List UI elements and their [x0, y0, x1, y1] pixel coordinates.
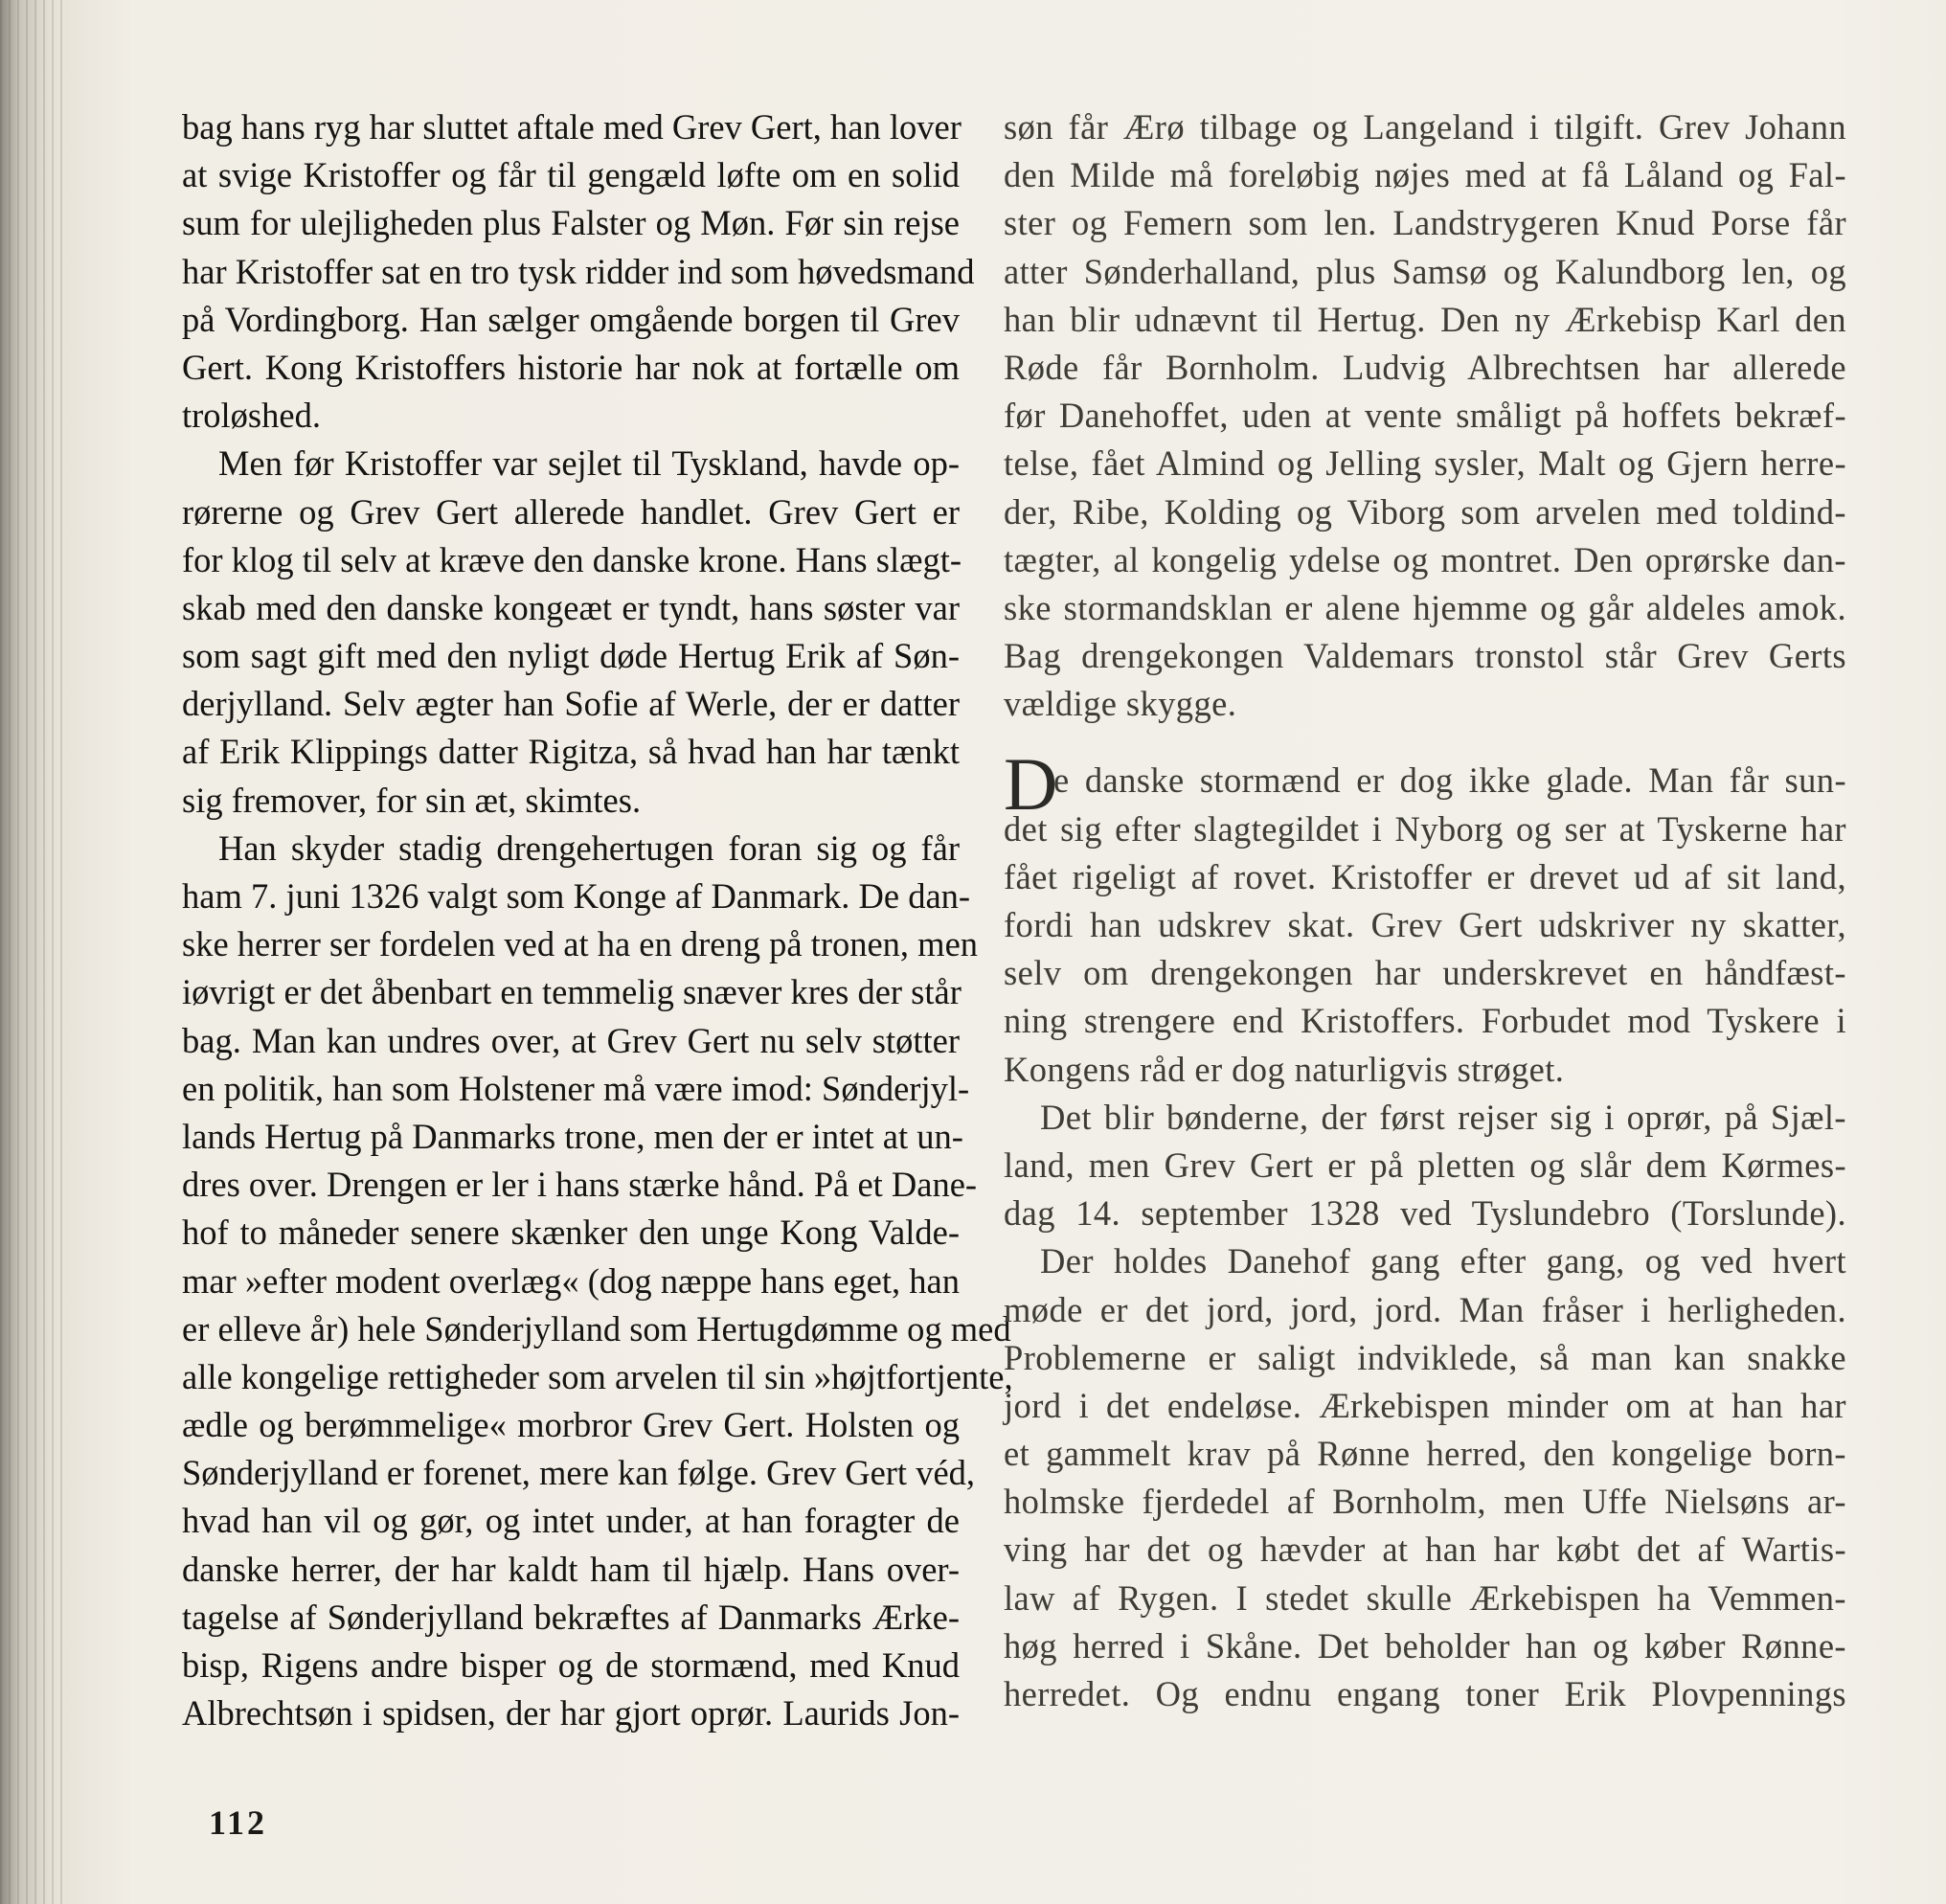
text-line: Bag drengekongen Valdemars tronstol står Grev Gerts: [1004, 636, 1846, 676]
text-line: derjylland. Selv ægter han Sofie af Werle, der er datter: [182, 684, 960, 724]
text-line: ske stormandsklan er alene hjemme og går aldeles amok.: [1004, 587, 1846, 627]
right-text-column: [1004, 103, 1846, 1718]
text-line: Gert. Kong Kristoffers historie har nok at fortælle om: [182, 347, 960, 387]
text-line: ske herrer ser fordelen ved at ha en dreng på tronen, men: [182, 924, 979, 964]
paragraph-start-line: Det blir bønderne, der først rejser sig i oprør, på Sjæl-: [1040, 1097, 1846, 1137]
text-line: ham 7. juni 1326 valgt som Konge af Danmark. De dan-: [182, 876, 971, 916]
text-line: dag 14. september 1328 ved Tyslundebro (Torslunde).: [1004, 1193, 1846, 1234]
text-line: Sønderjylland er forenet, mere kan følge. Grev Gert véd,: [182, 1453, 976, 1493]
text-line: fordi han udskrev skat. Grev Gert udskriver ny skatter,: [1004, 905, 1846, 944]
text-line: vældige skygge.: [1004, 684, 1237, 724]
text-line: som sagt gift med den nyligt døde Hertug Erik af Søn-: [182, 636, 960, 676]
text-line: møde er det jord, jord, jord. Man fråser i herligheden.: [1004, 1289, 1846, 1329]
text-line: sig fremover, for sin æt, skimtes.: [182, 780, 642, 820]
text-line: på Vordingborg. Han sælger omgående borgen til Grev: [182, 299, 960, 339]
text-line: Problemerne er saligt indviklede, så man kan snakke: [1004, 1337, 1846, 1377]
text-line: søn får Ærø tilbage og Langeland i tilgift. Grev Johann: [1004, 107, 1846, 147]
text-line: tagelse af Sønderjylland bekræftes af Danmarks Ærke-: [182, 1597, 960, 1637]
text-line: en politik, han som Holstener må være imod: Sønderjyl-: [182, 1068, 970, 1108]
text-line: ster og Femern som len. Landstrygeren Knud Porse får: [1004, 203, 1846, 243]
text-line: har Kristoffer sat en tro tysk ridder ind som høvedsmand: [182, 251, 975, 291]
drop-cap: D: [1004, 742, 1058, 827]
text-line: Albrechtsøn i spidsen, der har gjort oprør. Laurids Jon-: [182, 1693, 960, 1734]
text-line: det sig efter slagtegildet i Nyborg og ser at Tyskerne har: [1004, 808, 1846, 849]
text-line: law af Rygen. I stedet skulle Ærkebispen ha Vemmen-: [1004, 1577, 1846, 1618]
book-binding-edge: [0, 0, 67, 1904]
text-line: Kongens råd er dog naturligvis strøget.: [1004, 1049, 1565, 1089]
page-number: 112: [209, 1803, 268, 1842]
text-line: skab med den danske kongeæt er tyndt, hans søster var: [182, 587, 960, 627]
section-first-line-text: e danske stormænd er dog ikke glade. Man får sun-: [1053, 760, 1846, 801]
text-line: ving har det og hævder at han har købt det af Wartis-: [1004, 1530, 1846, 1570]
text-line: der, Ribe, Kolding og Viborg som arvelen med toldind-: [1004, 491, 1846, 532]
left-text-column: [182, 103, 1013, 1737]
text-line: er elleve år) hele Sønderjylland som Hertugdømme og med: [182, 1308, 1011, 1349]
text-line: ædle og berømmelige« morbror Grev Gert. Holsten og: [182, 1405, 960, 1445]
text-line: rørerne og Grev Gert allerede handlet. Grev Gert er: [182, 491, 960, 532]
paragraph-start-line: Der holdes Danehof gang efter gang, og ved hvert: [1040, 1241, 1846, 1281]
text-line: mar »efter modent overlæg« (dog næppe hans eget, han: [182, 1260, 960, 1301]
text-line: han blir udnævnt til Hertug. Den ny Ærkebisp Karl den: [1004, 299, 1846, 339]
text-line: bag hans ryg har sluttet aftale med Grev Gert, han lover: [182, 107, 962, 147]
text-line: hof to måneder senere skænker den unge Kong Valde-: [182, 1213, 960, 1253]
text-line: tægter, al kongelig ydelse og montret. Den oprørske dan-: [1004, 539, 1846, 579]
text-line: ning strengere end Kristoffers. Forbudet mod Tyskere i: [1004, 1001, 1846, 1041]
text-line: alle kongelige rettigheder som arvelen til sin »højtfortjente,: [182, 1356, 1013, 1396]
text-line: bag. Man kan undres over, at Grev Gert nu selv støtter: [182, 1020, 960, 1060]
section-gap: [1004, 728, 1846, 757]
text-line: fået rigeligt af rovet. Kristoffer er drevet ud af sit land,: [1004, 856, 1846, 896]
text-line: et gammelt krav på Rønne herred, den kongelige born-: [1004, 1434, 1846, 1474]
text-line: telse, fået Almind og Jelling sysler, Malt og Gjern herre-: [1004, 443, 1846, 484]
text-line: atter Sønderhalland, plus Samsø og Kalundborg len, og: [1004, 251, 1846, 291]
section-first-line: [1004, 742, 1846, 827]
text-line: høg herred i Skåne. Det beholder han og køber Rønne-: [1004, 1625, 1846, 1666]
paragraph-start-line: Han skyder stadig drengehertugen foran sig og får: [218, 827, 960, 868]
text-line: bisp, Rigens andre bisper og de stormænd, med Knud: [182, 1645, 960, 1685]
paragraph-start-line: Men før Kristoffer var sejlet til Tyskland, havde op-: [218, 443, 960, 484]
text-line: af Erik Klippings datter Rigitza, så hvad han har tænkt: [182, 732, 960, 772]
text-line: Røde får Bornholm. Ludvig Albrechtsen har allerede: [1004, 347, 1846, 387]
text-line: iøvrigt er det åbenbart en temmelig snæver kres der står: [182, 972, 962, 1012]
text-line: at svige Kristoffer og får til gengæld løfte om en solid: [182, 155, 960, 195]
text-line: den Milde må foreløbig nøjes med at få Låland og Fal-: [1004, 155, 1846, 195]
text-line: dres over. Drengen er ler i hans stærke hånd. På et Dane-: [182, 1165, 978, 1205]
text-line: troløshed.: [182, 396, 321, 436]
text-line: for klog til selv at kræve den danske krone. Hans slægt-: [182, 539, 962, 579]
text-line: land, men Grev Gert er på pletten og slår dem Kørmes-: [1004, 1145, 1846, 1185]
text-line: jord i det endeløse. Ærkebispen minder om at han har: [1004, 1385, 1846, 1425]
text-line: sum for ulejligheden plus Falster og Møn. Før sin rejse: [182, 203, 960, 243]
text-line: holmske fjerdedel af Bornholm, men Uffe Nielsøns ar-: [1004, 1482, 1846, 1522]
text-line: hvad han vil og gør, og intet under, at han foragter de: [182, 1501, 960, 1541]
text-line: herredet. Og endnu engang toner Erik Plovpennings: [1004, 1674, 1846, 1713]
text-line: før Danehoffet, uden at vente småligt på hoffets bekræf-: [1004, 396, 1846, 436]
text-line: danske herrer, der har kaldt ham til hjælp. Hans over-: [182, 1549, 960, 1589]
text-line: selv om drengekongen har underskrevet en håndfæst-: [1004, 953, 1846, 993]
text-line: lands Hertug på Danmarks trone, men der er intet at un-: [182, 1116, 963, 1156]
